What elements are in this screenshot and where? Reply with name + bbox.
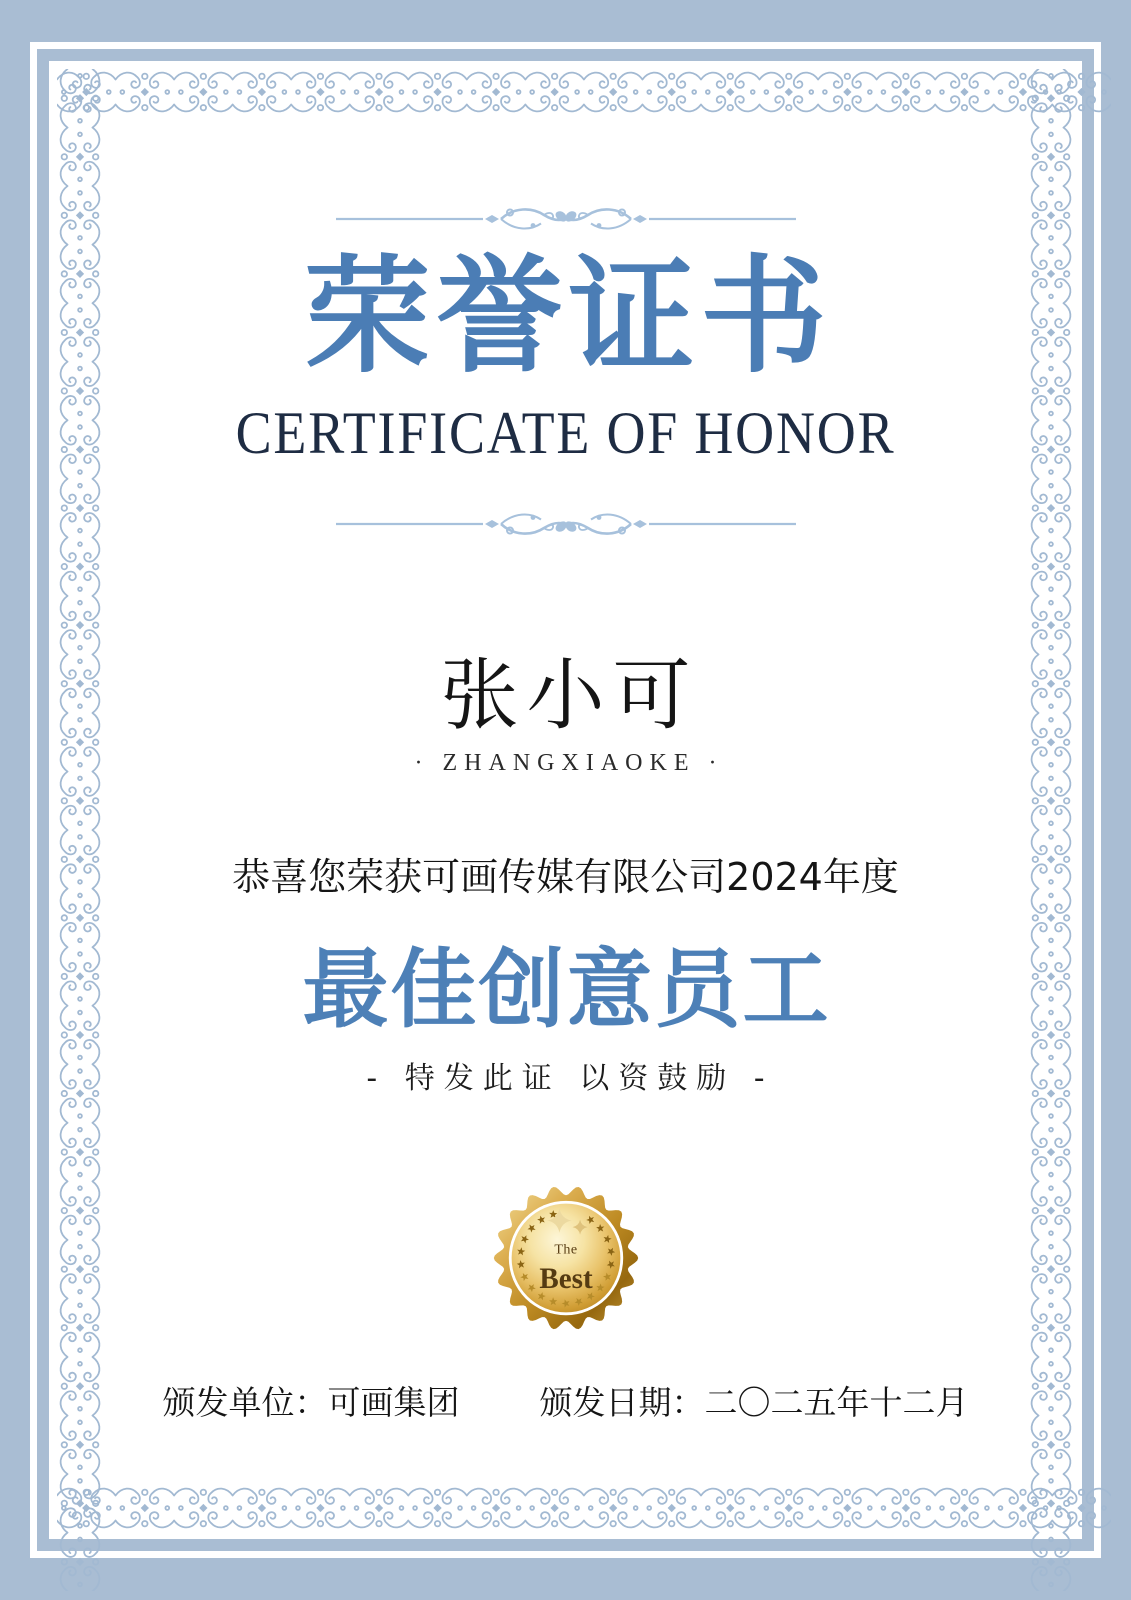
frame-inner-blue-band [37, 49, 1094, 1551]
certificate-footer [49, 1383, 1082, 1423]
certificate-title-en: CERTIFICATE OF HONOR [235, 400, 896, 466]
footer-issuer: 颁发单位：可画集团 [162, 1383, 460, 1422]
frame-white-stripe [30, 42, 1101, 1558]
award-intro-text: 恭喜您荣获可画传媒有限公司2024年度 [232, 855, 899, 899]
flourish-divider-top [336, 204, 796, 234]
award-title: 最佳创意员工 [302, 939, 831, 1040]
certificate-paper [49, 61, 1082, 1539]
certificate-title-cn: 荣誉证书 [304, 242, 833, 390]
recipient-name-latin: · ZHANGXIAOKE · [414, 750, 724, 776]
gold-seal-badge [491, 1183, 641, 1333]
footer-date: 颁发日期：二〇二五年十二月 [539, 1383, 969, 1422]
flourish-divider-bottom [336, 509, 796, 539]
certificate-tagline: - 特发此证 以资鼓励 - [366, 1061, 774, 1096]
seal-word-best: Best [538, 1263, 593, 1295]
seal-word-the: The [553, 1241, 578, 1258]
recipient-name: 张小可 [440, 651, 699, 741]
ornamental-border-bottom [57, 1485, 1111, 1531]
gold-seal-svg [491, 1183, 641, 1333]
ornamental-border-top [57, 69, 1111, 115]
